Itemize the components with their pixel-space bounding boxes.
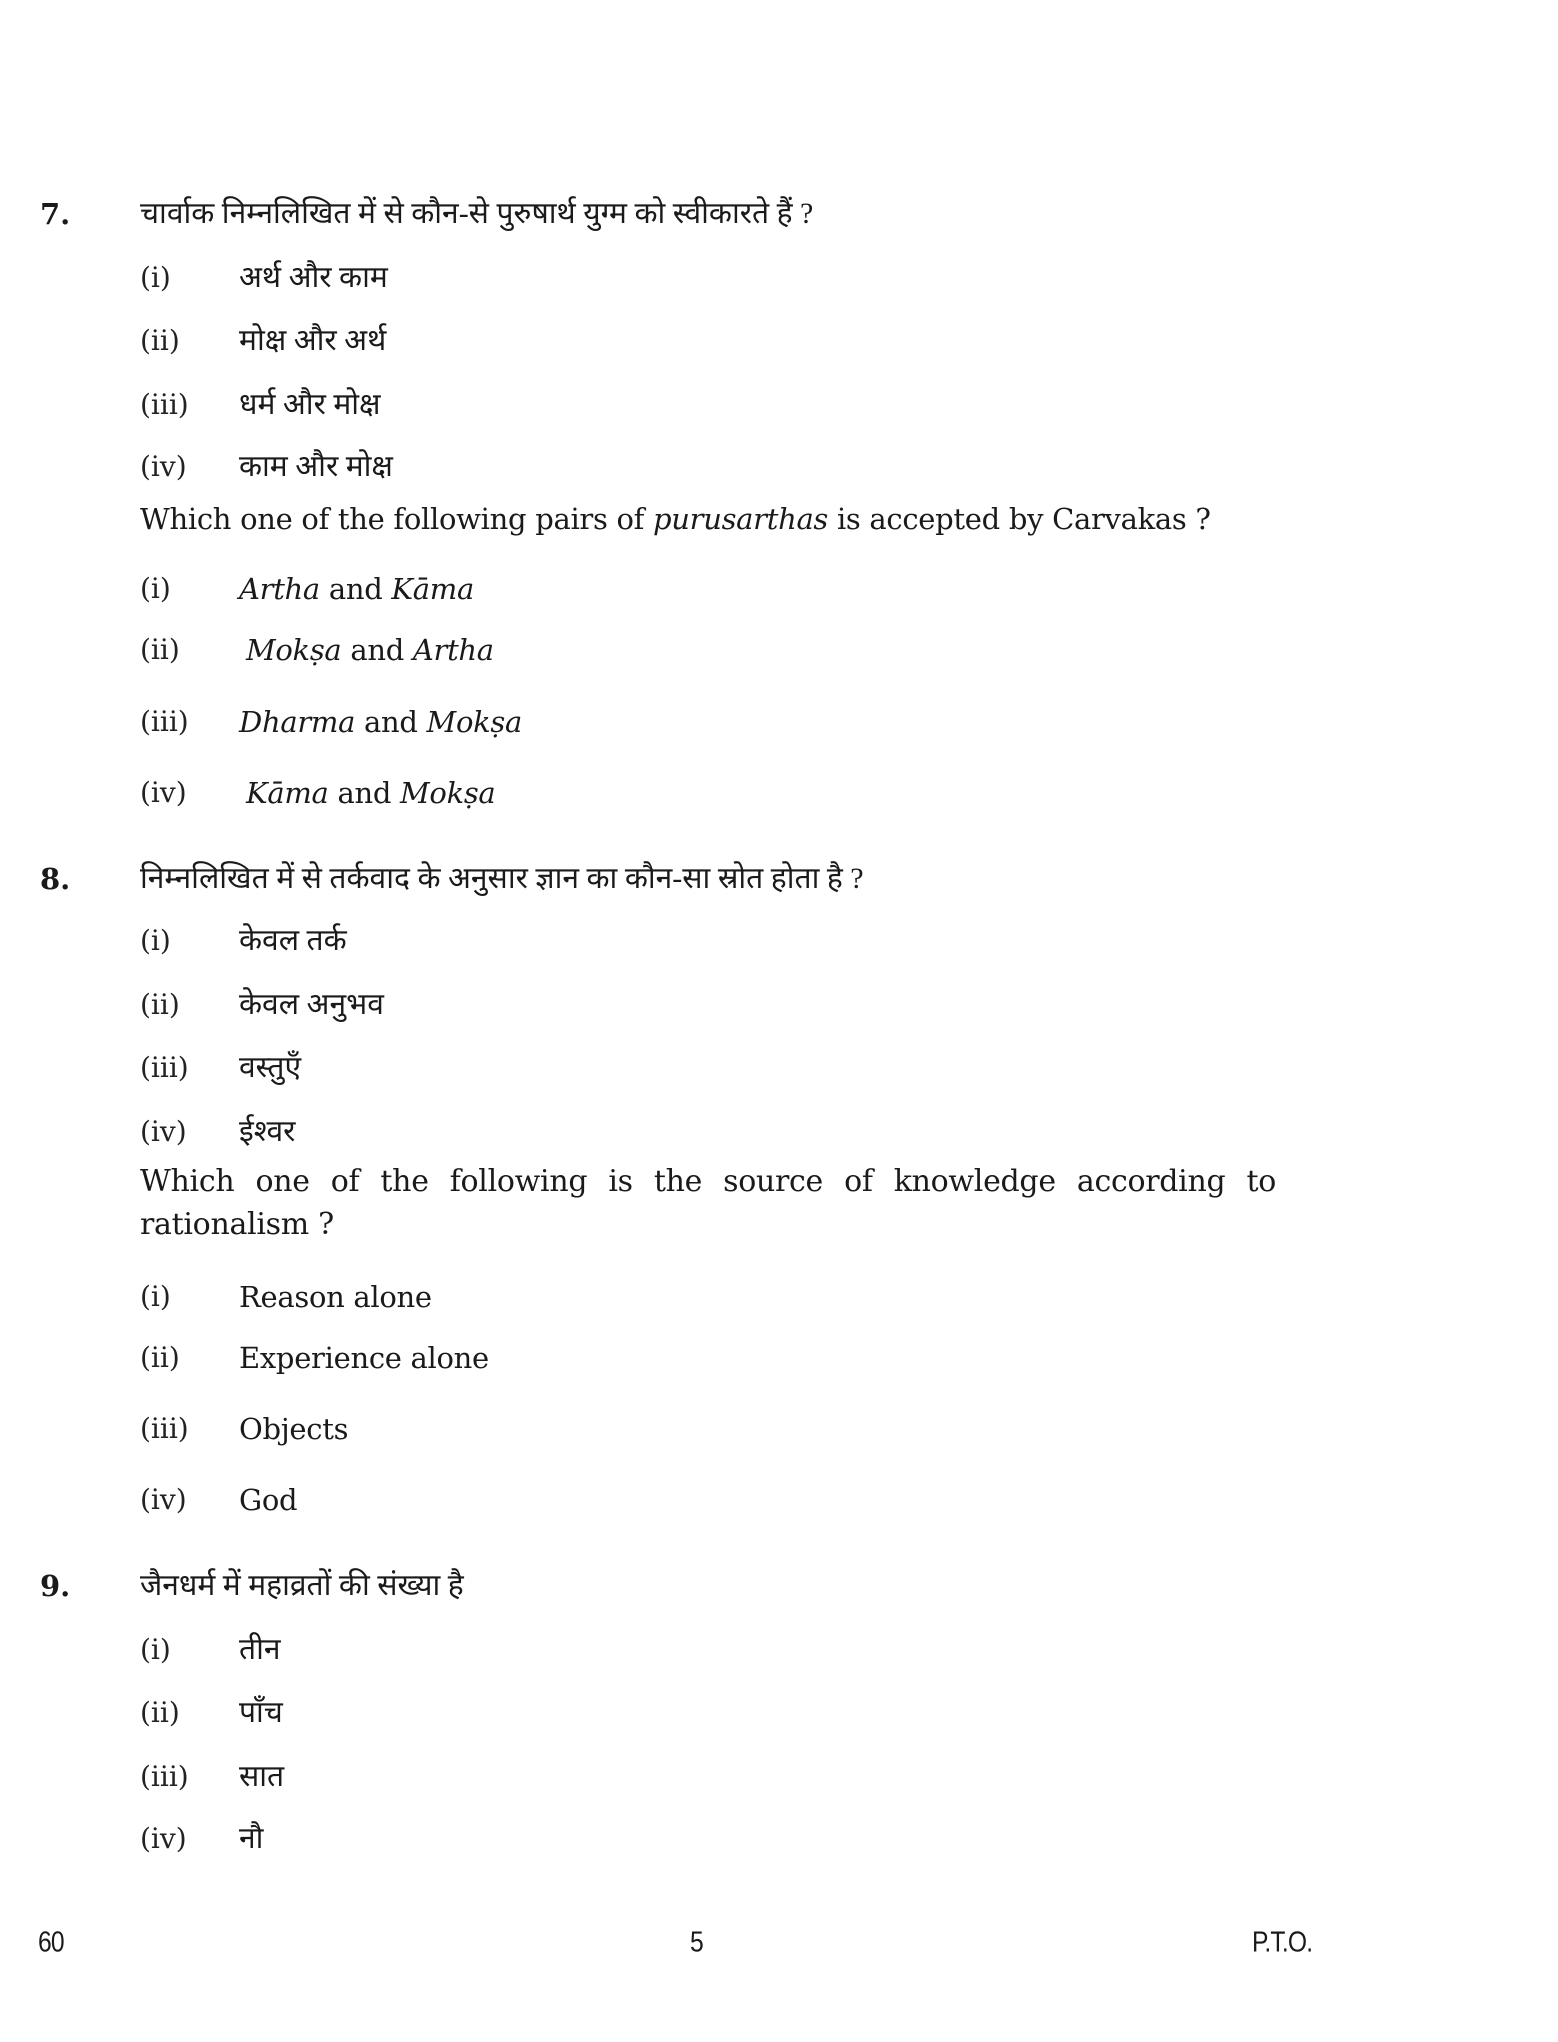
option-text: Experience alone <box>239 1341 489 1375</box>
option-label: (i) <box>140 1280 171 1313</box>
option-label: (iii) <box>140 388 189 421</box>
option-text: नौ <box>239 1822 264 1855</box>
option-label: (iii) <box>140 705 189 738</box>
option-text: Dharma and Mokṣa <box>239 705 522 739</box>
option-text: Artha and Kāma <box>239 572 474 606</box>
question-text-hindi: जैनधर्म में महाव्रतों की संख्या है <box>140 1569 464 1602</box>
option-text: वस्तुएँ <box>239 1051 302 1084</box>
option-text: अर्थ और काम <box>239 261 388 294</box>
option-label: (i) <box>140 924 171 957</box>
option-text: Mokṣa and Artha <box>246 633 494 667</box>
option-text: पाँच <box>239 1696 283 1729</box>
option-label: (ii) <box>140 1341 180 1374</box>
option-label: (iv) <box>140 450 187 483</box>
option-text: Kāma and Mokṣa <box>246 776 496 810</box>
option-label: (i) <box>140 572 171 605</box>
please-turn-over: P.T.O. <box>1252 1926 1313 1959</box>
question-text-hindi: चार्वाक निम्नलिखित में से कौन-से पुरुषार्थ युग्म को स्वीकारते हैं ? <box>140 197 814 230</box>
option-label: (ii) <box>140 324 180 357</box>
question-text-english: rationalism ? <box>140 1207 334 1242</box>
option-text: ईश्वर <box>239 1115 296 1148</box>
question-number: 8. <box>40 862 71 896</box>
option-label: (ii) <box>140 988 180 1021</box>
question-text-english: Which one of the following pairs of purusarthas is accepted by Carvakas ? <box>140 502 1211 536</box>
footer-code: 60 <box>38 1926 64 1959</box>
option-text: Reason alone <box>239 1280 432 1314</box>
option-text: केवल अनुभव <box>239 988 384 1021</box>
question-text-english: Which one of the following is the source of knowledge according to <box>140 1164 1276 1199</box>
option-text: धर्म और मोक्ष <box>239 388 381 421</box>
option-label: (iv) <box>140 1483 187 1516</box>
option-label: (ii) <box>140 1696 180 1729</box>
page-number: 5 <box>690 1926 703 1959</box>
option-label: (iii) <box>140 1051 189 1084</box>
question-number: 9. <box>40 1569 71 1603</box>
option-label: (iii) <box>140 1760 189 1793</box>
option-label: (iv) <box>140 1115 187 1148</box>
option-text: सात <box>239 1760 285 1793</box>
option-label: (i) <box>140 261 171 294</box>
question-text-hindi: निम्नलिखित में से तर्कवाद के अनुसार ज्ञान का कौन-सा स्रोत होता है ? <box>140 862 864 895</box>
option-text: केवल तर्क <box>239 924 347 957</box>
option-text: Objects <box>239 1412 349 1446</box>
option-label: (iv) <box>140 1822 187 1855</box>
option-text: तीन <box>239 1633 281 1666</box>
option-label: (i) <box>140 1633 171 1666</box>
option-label: (iii) <box>140 1412 189 1445</box>
question-number: 7. <box>40 197 71 231</box>
option-text: God <box>239 1483 298 1517</box>
option-label: (iv) <box>140 776 187 809</box>
option-label: (ii) <box>140 633 180 666</box>
option-text: मोक्ष और अर्थ <box>239 324 387 357</box>
option-text: काम और मोक्ष <box>239 450 393 483</box>
